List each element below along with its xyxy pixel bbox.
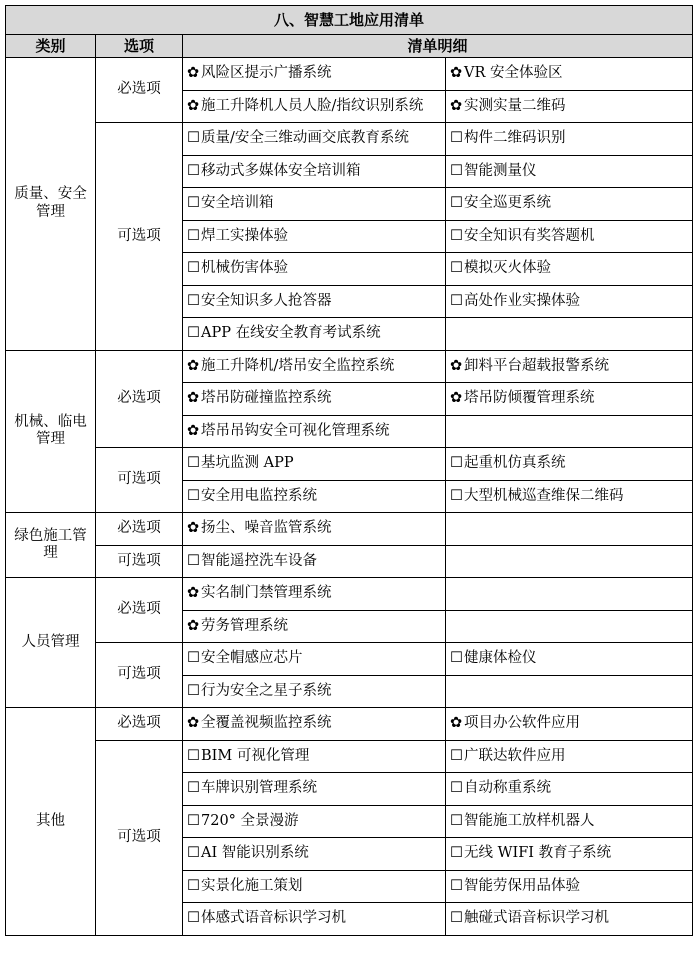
item-cell: [183, 480, 446, 513]
option-cell: 必选项: [96, 350, 183, 448]
item-label: 智能施工放样机器人: [464, 812, 595, 829]
table-title: 八、智慧工地应用清单: [6, 6, 693, 35]
item-label: 大型机械巡查维保二维码: [464, 487, 624, 504]
flower-mark-icon: ✿: [450, 357, 463, 374]
flower-mark-icon: ✿: [187, 390, 200, 407]
header-option: 选项: [96, 35, 183, 58]
item-label: 车牌识别管理系统: [201, 780, 317, 797]
item-cell: [183, 675, 446, 708]
item-cell: [183, 545, 446, 578]
item-label: 全覆盖视频监控系统: [201, 715, 332, 732]
item-label: 塔吊吊钩安全可视化管理系统: [201, 422, 390, 439]
item-cell: [446, 220, 693, 253]
item-cell: [183, 285, 446, 318]
item-cell: [446, 285, 693, 318]
item-cell: [446, 253, 693, 286]
checkbox-icon: ☐: [450, 455, 463, 472]
checkbox-icon: ☐: [450, 812, 463, 829]
table-row: [6, 545, 693, 578]
checkbox-icon: ☐: [450, 910, 463, 927]
flower-mark-icon: ✿: [450, 715, 463, 732]
item-cell: [183, 903, 446, 936]
category-cell: 绿色施工管理: [6, 513, 96, 578]
flower-mark-icon: ✿: [187, 65, 200, 82]
item-label: 项目办公软件应用: [464, 715, 580, 732]
item-cell: [446, 740, 693, 773]
item-cell: [183, 870, 446, 903]
checkbox-icon: ☐: [187, 747, 200, 764]
item-cell: [446, 188, 693, 221]
item-label: 卸料平台超载报警系统: [464, 357, 609, 374]
table-row: [6, 448, 693, 481]
item-label: 风险区提示广播系统: [201, 65, 332, 82]
item-label: 实景化施工策划: [201, 877, 303, 894]
item-cell: [446, 578, 693, 611]
checkbox-icon: ☐: [450, 292, 463, 309]
item-label: 体感式语音标识学习机: [201, 910, 346, 927]
item-cell: [183, 58, 446, 91]
item-label: 施工升降机/塔吊安全监控系统: [201, 357, 395, 374]
item-label: 高处作业实操体验: [464, 292, 580, 309]
category-cell: 机械、临电管理: [6, 350, 96, 513]
flower-mark-icon: ✿: [187, 520, 200, 537]
checkbox-icon: ☐: [450, 780, 463, 797]
item-cell: [183, 123, 446, 156]
item-cell: [446, 545, 693, 578]
checkbox-icon: ☐: [450, 130, 463, 147]
checkbox-icon: ☐: [187, 162, 200, 179]
item-cell: [446, 415, 693, 448]
item-cell: [446, 513, 693, 546]
item-cell: [183, 188, 446, 221]
checkbox-icon: ☐: [450, 845, 463, 862]
item-label: 焊工实操体验: [201, 227, 288, 244]
checkbox-icon: ☐: [187, 682, 200, 699]
option-cell: 可选项: [96, 643, 183, 708]
item-label: APP 在线安全教育考试系统: [201, 325, 381, 342]
item-label: 安全培训箱: [201, 195, 274, 212]
table-row: [6, 350, 693, 383]
checkbox-icon: ☐: [450, 747, 463, 764]
item-label: 起重机仿真系统: [464, 455, 566, 472]
item-label: 机械伤害体验: [201, 260, 288, 277]
item-cell: [183, 773, 446, 806]
item-label: 安全知识有奖答题机: [464, 227, 595, 244]
item-label: 塔吊防倾覆管理系统: [464, 390, 595, 407]
item-cell: [183, 448, 446, 481]
option-cell: 可选项: [96, 740, 183, 935]
table-row: [6, 708, 693, 741]
item-label: 自动称重系统: [464, 780, 551, 797]
checkbox-icon: ☐: [187, 292, 200, 309]
item-cell: [183, 90, 446, 123]
category-cell: 质量、安全管理: [6, 58, 96, 351]
checkbox-icon: ☐: [187, 845, 200, 862]
item-label: 安全用电监控系统: [201, 487, 317, 504]
item-cell: [446, 448, 693, 481]
item-label: 构件二维码识别: [464, 130, 566, 147]
item-cell: [183, 805, 446, 838]
table-row: [6, 578, 693, 611]
checkbox-icon: ☐: [187, 552, 200, 569]
checkbox-icon: ☐: [187, 910, 200, 927]
item-label: VR 安全体验区: [464, 65, 563, 82]
checkbox-icon: ☐: [450, 162, 463, 179]
checkbox-icon: ☐: [450, 260, 463, 277]
checkbox-icon: ☐: [187, 260, 200, 277]
item-cell: [183, 708, 446, 741]
checkbox-icon: ☐: [187, 780, 200, 797]
item-label: 施工升降机人员人脸/指纹识别系统: [201, 97, 424, 114]
item-cell: [446, 350, 693, 383]
checkbox-icon: ☐: [187, 195, 200, 212]
option-cell: 必选项: [96, 513, 183, 546]
checkbox-icon: ☐: [187, 325, 200, 342]
item-label: 广联达软件应用: [464, 747, 566, 764]
application-list-table: [5, 5, 693, 936]
option-cell: 可选项: [96, 448, 183, 513]
item-label: 智能测量仪: [464, 162, 537, 179]
item-label: 移动式多媒体安全培训箱: [201, 162, 361, 179]
header-detail: 清单明细: [183, 35, 693, 58]
item-cell: [183, 383, 446, 416]
item-label: 基坑监测 APP: [201, 455, 294, 472]
item-cell: [446, 838, 693, 871]
item-cell: [183, 610, 446, 643]
flower-mark-icon: ✿: [187, 715, 200, 732]
flower-mark-icon: ✿: [450, 97, 463, 114]
item-cell: [446, 383, 693, 416]
item-label: 智能遥控洗车设备: [201, 552, 317, 569]
category-cell: 人员管理: [6, 578, 96, 708]
item-cell: [446, 643, 693, 676]
item-cell: [446, 123, 693, 156]
item-cell: [183, 318, 446, 351]
item-label: 720° 全景漫游: [201, 812, 299, 829]
category-cell: 其他: [6, 708, 96, 936]
checkbox-icon: ☐: [187, 812, 200, 829]
item-cell: [183, 155, 446, 188]
item-cell: [446, 870, 693, 903]
item-cell: [446, 58, 693, 91]
item-cell: [183, 253, 446, 286]
item-label: BIM 可视化管理: [201, 747, 310, 764]
header-category: 类别: [6, 35, 96, 58]
option-cell: 必选项: [96, 708, 183, 741]
flower-mark-icon: ✿: [187, 97, 200, 114]
table-row: [6, 58, 693, 91]
item-cell: [446, 480, 693, 513]
checkbox-icon: ☐: [187, 227, 200, 244]
checkbox-icon: ☐: [450, 487, 463, 504]
item-cell: [446, 773, 693, 806]
flower-mark-icon: ✿: [187, 585, 200, 602]
flower-mark-icon: ✿: [450, 65, 463, 82]
item-label: 安全巡更系统: [464, 195, 551, 212]
option-cell: 必选项: [96, 578, 183, 643]
item-label: 质量/安全三维动画交底教育系统: [201, 130, 409, 147]
item-cell: [183, 643, 446, 676]
item-label: 智能劳保用品体验: [464, 877, 580, 894]
table-row: [6, 513, 693, 546]
checkbox-icon: ☐: [450, 195, 463, 212]
table-body: [6, 58, 693, 936]
item-cell: [446, 155, 693, 188]
table-row: [6, 123, 693, 156]
checkbox-icon: ☐: [450, 227, 463, 244]
item-cell: [183, 578, 446, 611]
item-label: 安全帽感应芯片: [201, 650, 303, 667]
item-label: 触碰式语音标识学习机: [464, 910, 609, 927]
item-cell: [446, 708, 693, 741]
item-cell: [446, 90, 693, 123]
item-label: 实测实量二维码: [464, 97, 566, 114]
checkbox-icon: ☐: [450, 650, 463, 667]
item-cell: [183, 220, 446, 253]
item-cell: [446, 675, 693, 708]
item-label: 塔吊防碰撞监控系统: [201, 390, 332, 407]
flower-mark-icon: ✿: [450, 390, 463, 407]
item-cell: [446, 610, 693, 643]
item-label: 安全知识多人抢答器: [201, 292, 332, 309]
checkbox-icon: ☐: [187, 487, 200, 504]
option-cell: 必选项: [96, 58, 183, 123]
item-label: AI 智能识别系统: [201, 845, 309, 862]
item-label: 劳务管理系统: [201, 617, 288, 634]
item-label: 无线 WIFI 教育子系统: [464, 845, 612, 862]
checkbox-icon: ☐: [187, 877, 200, 894]
flower-mark-icon: ✿: [187, 617, 200, 634]
item-cell: [446, 318, 693, 351]
item-cell: [183, 350, 446, 383]
table-row: [6, 740, 693, 773]
item-cell: [183, 513, 446, 546]
item-label: 模拟灭火体验: [464, 260, 551, 277]
item-label: 实名制门禁管理系统: [201, 585, 332, 602]
flower-mark-icon: ✿: [187, 422, 200, 439]
option-cell: 可选项: [96, 545, 183, 578]
option-cell: 可选项: [96, 123, 183, 351]
item-cell: [183, 740, 446, 773]
item-label: 扬尘、噪音监管系统: [201, 520, 332, 537]
checkbox-icon: ☐: [187, 130, 200, 147]
item-cell: [183, 838, 446, 871]
item-label: 健康体检仪: [464, 650, 537, 667]
item-cell: [446, 805, 693, 838]
checkbox-icon: ☐: [450, 877, 463, 894]
item-cell: [446, 903, 693, 936]
checkbox-icon: ☐: [187, 455, 200, 472]
table-row: [6, 643, 693, 676]
item-cell: [183, 415, 446, 448]
checkbox-icon: ☐: [187, 650, 200, 667]
flower-mark-icon: ✿: [187, 357, 200, 374]
item-label: 行为安全之星子系统: [201, 682, 332, 699]
